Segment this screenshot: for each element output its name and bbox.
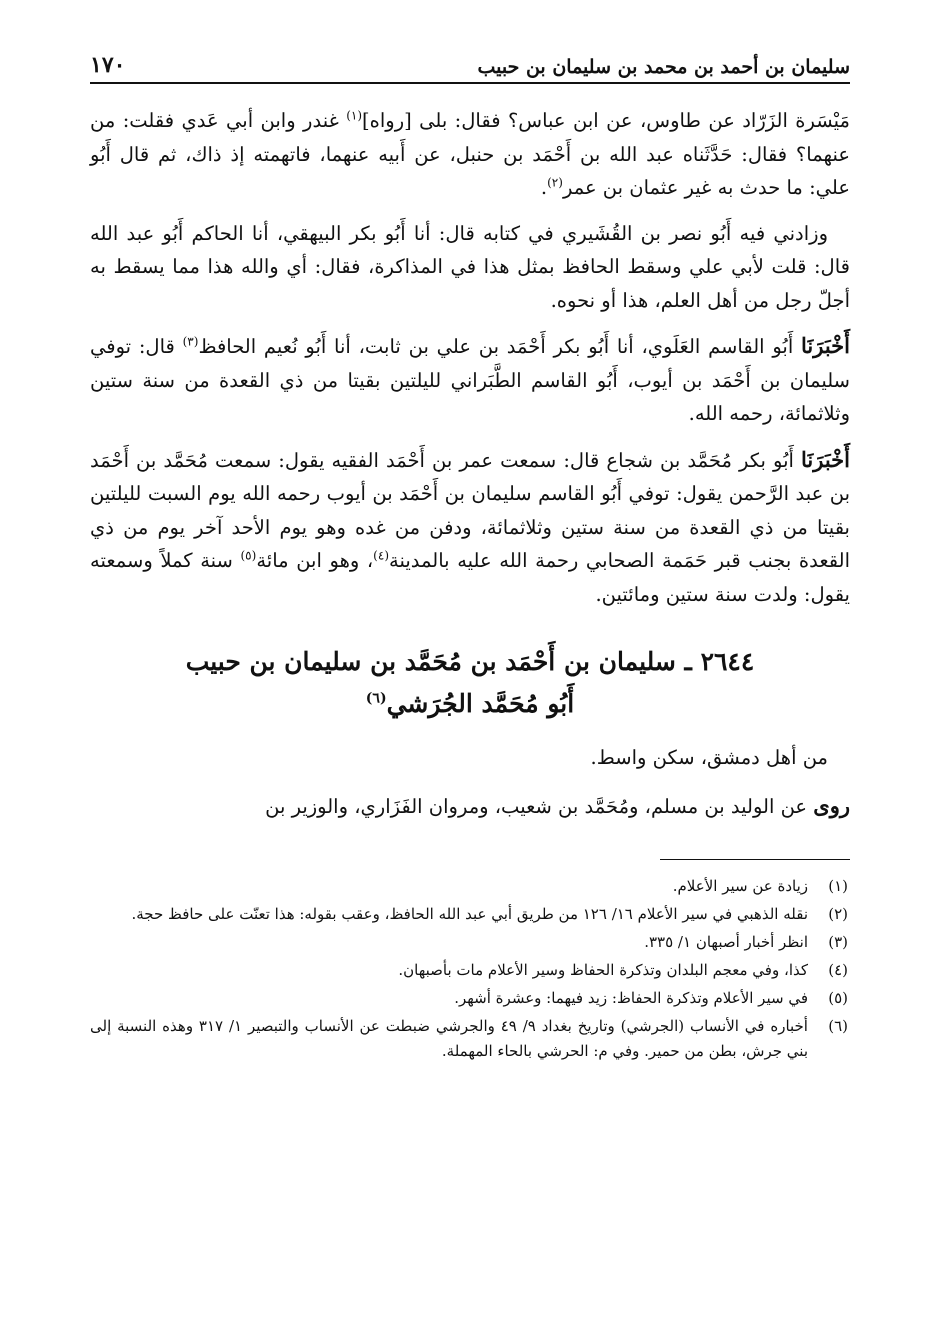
paragraph-text: أَبُو بكر مُحَمَّد بن شجاع قال: سمعت عمر بن أَحْمَد الفقيه يقول: سمعت مُحَمَّد بن أَحْمَد بن عبد الرَّحمن يقول: توفي أَبُو القاسم سليمان بن أَحْمَد بن أيوب رحمه الله يوم السبت لليلتين بقيتا من ذي القعدة من سنة ستين وثلاثمائة، ودفن من غده وهو يوم الأحد آخر يوم من ذي القعدة بجنب قبر حَمَمة الصحابي رحمة الله عليه بالمدينة [90,448,850,572]
footnotes-section [90,874,850,1064]
footnote-number: (٢) [828,905,848,923]
paragraph-4 [90,443,850,612]
footnote-text: نقله الذهبي في سير الأعلام ١٦/ ١٢٦ من طريق أبي عبد الله الحافظ، وعقب بقوله: هذا تعنّت على حافظ حجة. [131,905,808,923]
entry-heading-line-2 [90,683,850,725]
footnote-number: (٥) [828,989,848,1007]
akhbarana-lead: أَخْبَرَنَا [801,333,850,358]
footnote-number: (١) [828,877,848,895]
footnote-item [90,874,850,899]
footnote-item [90,1014,850,1064]
paragraph-text: ، وهو ابن مائة [256,549,374,572]
footnote-ref-5[interactable]: (٥) [240,548,257,563]
footnote-ref-6[interactable]: (٦) [365,690,387,707]
running-head-title: سليمان بن أحمد بن محمد بن سليمان بن حبيب [477,56,850,78]
paragraph-text: قال: توفي سليمان بن أَحْمَد بن أيوب، أَبُو القاسم الطَّبَراني لليلتين بقيتا من ذي القعدة من سنة ستين وثلاثمائة، رحمه الله. [90,335,850,425]
footnote-number: (٦) [828,1017,848,1035]
page-number: ١٧٠ [90,52,126,78]
paragraph-text: غندر وابن أبي عَدي فقلت: من عنهما؟ فقال: حَدَّثَناه عبد الله بن أَحْمَد بن حنبل، عن أَبيه عنهما، فاتهمته إذ ذاك، ثم قال أَبُو علي: ما حدث به غير عثمان بن عمر [90,109,850,199]
footnote-text: في سير الأعلام وتذكرة الحفاظ: زيد فيهما: وعشرة أشهر. [454,989,808,1007]
paragraph-text: من أهل دمشق، سكن واسط. [590,746,828,769]
footnote-number: (٤) [828,961,848,979]
paragraph-text: عن الوليد بن مسلم، ومُحَمَّد بن شعيب، ومروان الفَزَاري، والوزير بن [265,794,814,818]
paragraph-text: . [540,176,548,199]
entry-heading [90,641,850,725]
footnote-item [90,986,850,1011]
footnote-text: كذا، وفي معجم البلدان وتذكرة الحفاظ وسير الأعلام مات بأصبهان. [398,961,808,979]
paragraph-text: سنة كملاً وسمعته يقول: ولدت سنة ستين ومائتين. [90,549,850,606]
entry-heading-name: أَبُو مُحَمَّد الجُرَشي [386,689,575,718]
footnote-divider [660,859,850,860]
entry-paragraph-1 [90,741,850,775]
footnote-text: أخباره في الأنساب (الجرشي) وتاريخ بغداد ٩/ ٤٩ والجرشي ضبطت عن الأنساب والتبصير ١/ ٣١٧ وهذه النسبة إلى بني جرش، بطن من حمير. وفي م: الحرشي بالحاء المهملة. [90,1017,808,1060]
footnote-ref-4[interactable]: (٤) [373,548,389,563]
paragraph-text: مَيْسَرة الزَرّاد عن طاوس، عن ابن عباس؟ فقال: بلى [رواه] [362,109,850,132]
footnote-item [90,958,850,983]
footnote-item [90,902,850,927]
paragraph-text: أَبُو القاسم العَلَوي، أنا أَبُو بكر أَحْمَد بن علي بن ثابت، أنا أَبُو نُعيم الحافظ [198,335,802,358]
paragraph-3 [90,329,850,431]
footnote-ref-1[interactable]: (١) [346,108,363,123]
paragraph-2 [90,217,850,318]
paragraph-text: وزادني فيه أَبُو نصر بن القُشَيري في كتابه قال: أنا أَبُو بكر البيهقي، أنا الحاكم أَبُو عبد الله قال: قلت لأبي علي وسقط الحافظ بمثل هذا في المذاكرة، فقال: أي والله هذا مما يسقط به أجلّ رجل من أهل العلم، هذا أو نحوه. [90,221,850,312]
footnote-text: انظر أخبار أصبهان ١/ ٣٣٥. [644,933,808,951]
footnote-item [90,930,850,955]
footnote-text: زيادة عن سير الأعلام. [672,877,808,895]
book-page [90,40,850,1067]
entry-paragraph-2 [90,789,850,824]
paragraph-1 [90,104,850,205]
running-head [90,40,850,84]
rawa-lead: روى [813,792,850,818]
footnote-ref-3[interactable]: (٣) [182,334,199,349]
footnote-ref-2[interactable]: (٢) [547,175,563,190]
footnote-number: (٣) [828,933,848,951]
entry-heading-line-1: ٢٦٤٤ ـ سليمان بن أَحْمَد بن مُحَمَّد بن سليمان بن حبيب [185,647,755,676]
akhbarana-lead: أَخْبَرَنَا [801,446,850,472]
